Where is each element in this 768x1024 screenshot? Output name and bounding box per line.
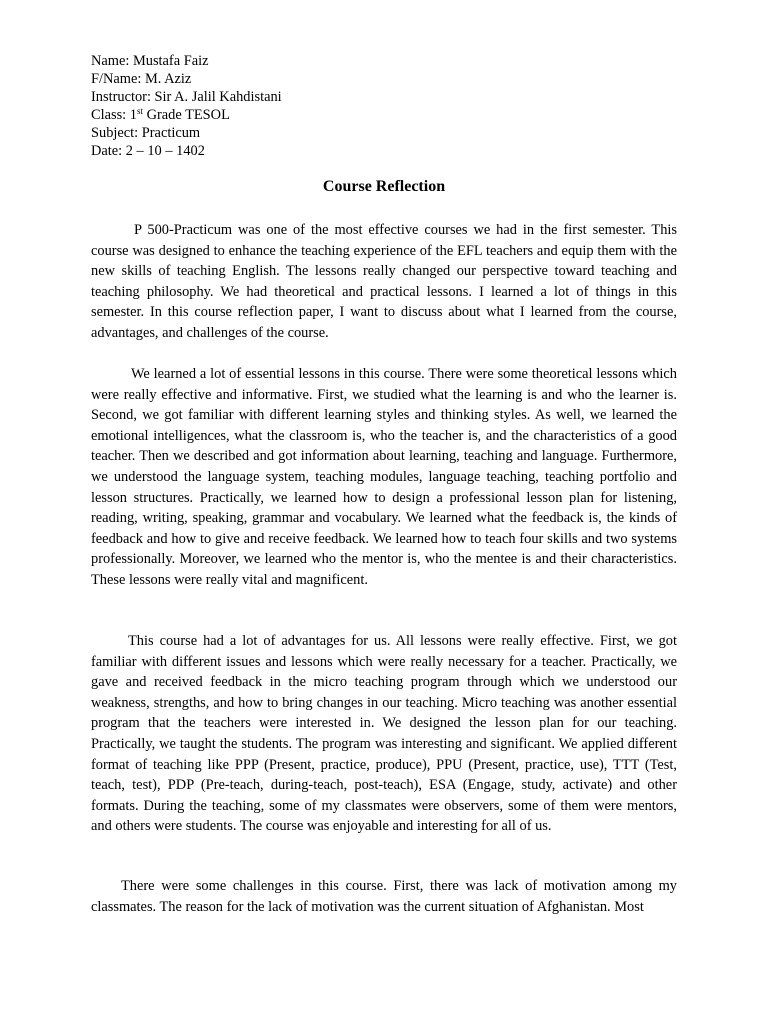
paragraph-challenges bbox=[91, 876, 677, 917]
document-title: Course Reflection bbox=[322, 178, 446, 195]
paragraph-advantages bbox=[91, 631, 677, 837]
subject-info: Subject: Practicum bbox=[91, 125, 201, 141]
class-superscript: st bbox=[136, 106, 143, 116]
paragraph-text: We learned a lot of essential lessons in this course. There were some theoretical lessons which were really effective and informative. First, we studied what the learning is and who the learner is. Second, we got familiar with different learning styles and thinking styles. As well, we learned the emotional intelligences, what the classroom is, who the teacher is, and the characteristics of a good teacher. Then we described and got information about learning, teaching and language. Furthermore, we understood the language system, teaching modules, language teaching, teaching portfolio and lesson structures. Practically, we learned how to design a professional lesson plan for listening, reading, writing, speaking, grammar and vocabulary. We learned what the feedback is, the kinds of feedback and how to give and receive feedback. We learned how to teach four skills and two systems professionally. Moreover, we learned who the mentor is, who the mentee is and their characteristics. These lessons were really vital and magnificent. bbox=[91, 366, 677, 588]
paragraph-text: P 500-Practicum was one of the most effective courses we had in the first semester. This course was designed to enhance the teaching experience of the EFL teachers and equip them with the new skills of teaching English. The lessons really changed our perspective toward teaching and teaching philosophy. We had theoretical and practical lessons. I learned a lot of things in this semester. In this course reflection paper, I want to discuss about what I learned from the course, advantages, and challenges of the course. bbox=[91, 222, 677, 341]
paragraph-introduction bbox=[91, 220, 677, 344]
father-name: F/Name: M. Aziz bbox=[91, 71, 192, 87]
class-prefix: Class: 1 bbox=[91, 107, 137, 123]
paragraph-text: There were some challenges in this course. First, there was lack of motivation among my classmates. The reason for the lack of motivation was the current situation of Afghanistan. Most bbox=[91, 878, 677, 915]
student-info-header bbox=[91, 52, 681, 160]
date-info: Date: 2 – 10 – 1402 bbox=[91, 143, 205, 159]
paragraph-lessons bbox=[91, 364, 677, 591]
class-suffix: Grade TESOL bbox=[143, 107, 230, 123]
class-info bbox=[91, 106, 681, 124]
paragraph-text: This course had a lot of advantages for us. All lessons were really effective. First, we got familiar with different issues and lessons which were really necessary for a teacher. Practically, we gave and received feedback in the micro teaching program through which we understood our weakness, strengths, and how to bring changes in our teaching. Micro teaching was another essential program that the teachers were interested in. We designed the lesson plan for our teaching. Practically, we taught the students. The program was interesting and significant. We applied different format of teaching like PPP (Present, practice, produce), PPU (Present, practice, use), TTT (Test, teach, test), PDP (Pre-teach, during-teach, post-teach), ESA (Engage, study, activate) and other formats. During the teaching, some of my classmates were observers, some of them were mentors, and others were students. The course was enjoyable and interesting for all of us. bbox=[91, 633, 677, 835]
student-name: Name: Mustafa Faiz bbox=[91, 53, 209, 69]
instructor-name: Instructor: Sir A. Jalil Kahdistani bbox=[91, 89, 282, 105]
